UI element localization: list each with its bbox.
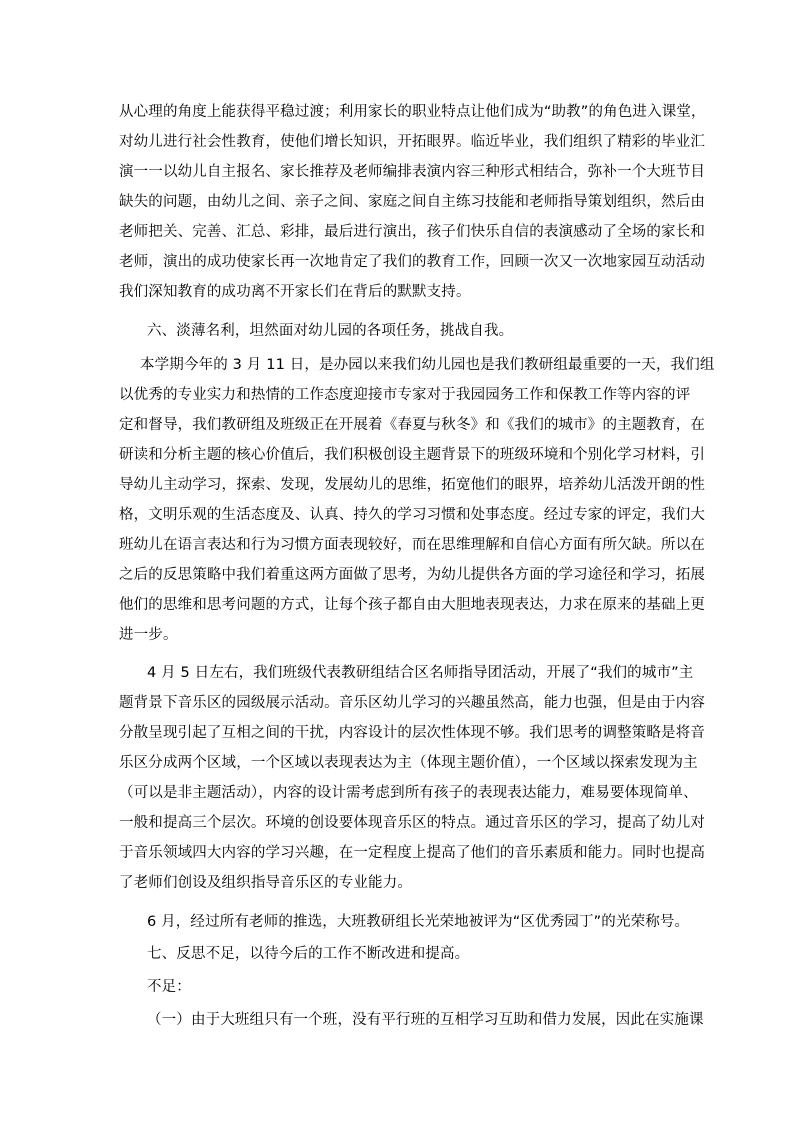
paragraph-line: 乐区分成两个区域，一个区域以表现表达为主（体现主题价值），一个区域以探索发现为主 — [119, 755, 698, 771]
paragraph-line: 缺失的问题，由幼儿之间、亲子之间、家庭之间自主练习技能和老师指导策划组织，然后由 — [119, 194, 705, 210]
paragraph-line: 他们的思维和思考问题的方式，让每个孩子都自由大胆地表现表达，力求在原来的基础上更 — [119, 597, 705, 613]
paragraph-line: 老师把关、完善、汇总、彩排，最后进行演出，孩子们快乐自信的表演感动了全场的家长和 — [119, 224, 705, 240]
paragraph-line: 从心理的角度上能获得平稳过渡；利用家长的职业特点让他们成为“助教”的角色进入课堂， — [119, 104, 706, 120]
paragraph-line: 研读和分析主题的核心价值后，我们积极创设主题背景下的班级环境和个别化学习材料，引 — [119, 447, 705, 463]
paragraph-line: 于音乐领域四大内容的学习兴趣，在一定程度上提高了他们的音乐素质和能力。同时也提高 — [119, 845, 705, 861]
paragraph-line: 之后的反思策略中我们着重这两方面做了思考，为幼儿提供各方面的学习途径和学习，拓展 — [119, 567, 705, 583]
paragraph-line: 演一一以幼儿自主报名、家长推荐及老师编排表演内容三种形式相结合，弥补一个大班节目 — [119, 164, 705, 180]
paragraph-line: 分散呈现引起了互相之间的干扰，内容设计的层次性体现不够。我们思考的调整策略是将音 — [119, 725, 705, 741]
paragraph-line: 以优秀的专业实力和热情的工作态度迎接市专家对于我园园务工作和保教工作等内容的评 — [119, 387, 691, 403]
paragraph-line: 6 月，经过所有老师的推选，大班教研组长光荣地被评为“区优秀园丁”的光荣称号。 — [147, 914, 690, 930]
paragraph-line: 本学期今年的 3 月 11 日，是办园以来我们幼儿园也是我们教研组最重要的一天，我们组 — [140, 357, 715, 373]
paragraph-line: 定和督导，我们教研组及班级正在开展着《春夏与秋冬》和《我们的城市》的主题教育，在 — [119, 417, 705, 433]
paragraph-line: 我们深知教育的成功离不开家长们在背后的默默支持。 — [119, 284, 471, 300]
subheading-label: 不足： — [147, 979, 191, 995]
paragraph-line: 格，文明乐观的生活态度及、认真、持久的学习习惯和处事态度。经过专家的评定，我们大 — [119, 507, 705, 523]
paragraph-line: 导幼儿主动学习，探索、发现，发展幼儿的思维，拓宽他们的眼界，培养幼儿活泼开朗的性 — [119, 477, 705, 493]
paragraph-line: 对幼儿进行社会性教育，使他们增长知识，开拓眼界。临近毕业，我们组织了精彩的毕业汇 — [119, 134, 705, 150]
paragraph-line: 班幼儿在语言表达和行为习惯方面表现较好，而在思维理解和自信心方面有所欠缺。所以在 — [119, 537, 705, 553]
paragraph-line: 4 月 5 日左右，我们班级代表教研组结合区名师指导团活动，开展了“我们的城市”主 — [147, 665, 694, 681]
paragraph-line: （一）由于大班组只有一个班，没有平行班的互相学习互助和借力发展，因此在实施课 — [147, 1012, 704, 1028]
paragraph-line: 了老师们创设及组织指导音乐区的专业能力。 — [119, 875, 412, 891]
paragraph-line: （可以是非主题活动），内容的设计需考虑到所有孩子的表现表达能力，难易要体现简单、 — [119, 785, 698, 801]
paragraph-line: 一般和提高三个层次。环境的创设要体现音乐区的特点。通过音乐区的学习，提高了幼儿对 — [119, 815, 705, 831]
section-heading: 七、反思不足，以待今后的工作不断改进和提高。 — [147, 946, 470, 962]
paragraph-line: 题背景下音乐区的园级展示活动。音乐区幼儿学习的兴趣虽然高，能力也强，但是由于内容 — [119, 695, 705, 711]
paragraph-line: 进一步。 — [119, 627, 178, 643]
paragraph-line: 老师，演出的成功使家长再一次地肯定了我们的教育工作，回顾一次又一次地家园互动活动 — [119, 254, 705, 270]
section-heading: 六、淡薄名利，坦然面对幼儿园的各项任务，挑战自我。 — [147, 323, 514, 339]
